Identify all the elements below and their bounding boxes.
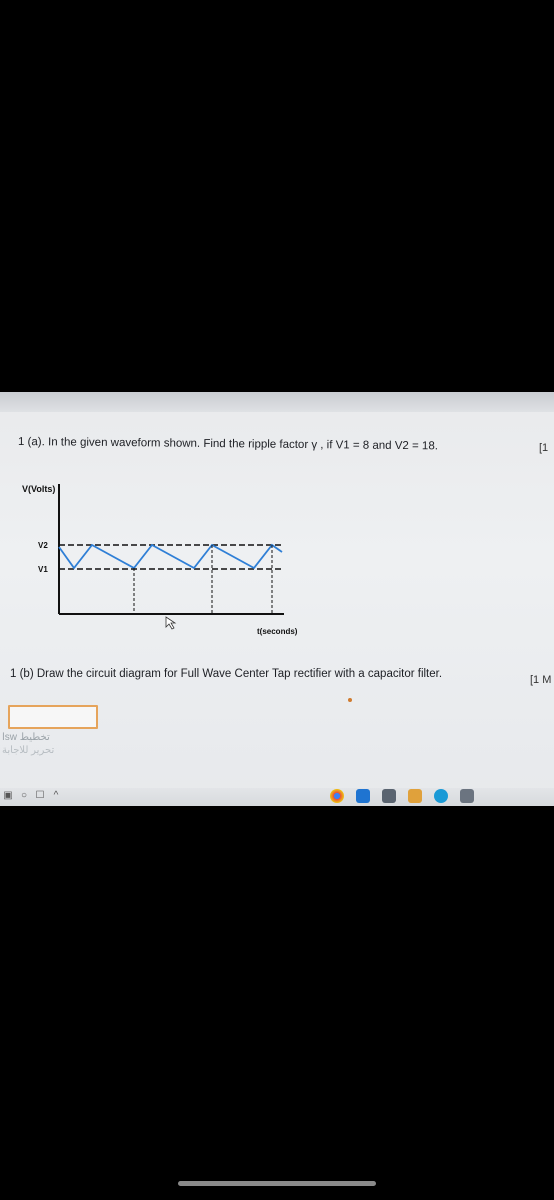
waveform-figure [14,472,304,642]
v1-label: V1 [38,565,48,574]
arabic-sub-text: تحرير للاجابة [2,745,55,756]
answer-input-box[interactable] [8,705,98,729]
apps-icon[interactable] [460,789,474,803]
edge-icon[interactable] [434,789,448,803]
monitor-photo [0,392,554,806]
notification-icon[interactable]: ▣ [3,790,13,801]
files-icon[interactable] [382,789,396,803]
network-icon[interactable]: ☐ [35,790,45,801]
store-icon[interactable] [356,789,370,803]
screen-top-band [0,392,554,412]
ripple-waveform [59,545,282,568]
windows-taskbar [0,788,554,806]
chevron-up-icon[interactable]: ^ [53,790,59,801]
arabic-link-text[interactable]: تخطيط swا [2,732,50,743]
mouse-cursor-icon [166,617,175,629]
question-1a-text: 1 (a). In the given waveform shown. Find the ripple factor γ , if V1 = 8 and V2 = 18. [17,436,439,453]
home-indicator[interactable] [178,1181,376,1186]
x-axis-label: t(seconds) [257,627,298,636]
question-1b-text: 1 (b) Draw the circuit diagram for Full Wave Center Tap rectifier with a capacitor filter. [10,668,443,680]
calendar-icon[interactable] [408,789,422,803]
v2-label: V2 [38,541,48,550]
chrome-icon[interactable] [330,789,344,803]
question-1b-marks: [1 M [530,674,552,686]
y-axis-label: V(Volts) [22,484,56,494]
cortana-icon[interactable]: ○ [20,790,28,801]
text-caret-dot [348,698,352,702]
question-1a-marks: [1 [539,442,549,454]
